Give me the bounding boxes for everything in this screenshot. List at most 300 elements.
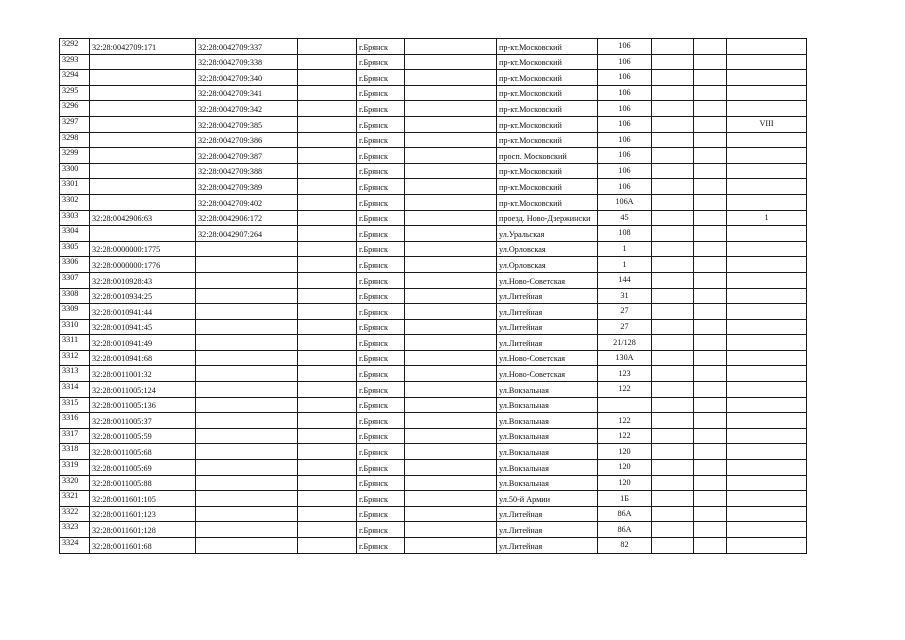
empty-cell (652, 335, 694, 351)
empty-cell (405, 335, 497, 351)
empty-cell (405, 54, 497, 70)
object-cadastral-cell (196, 444, 298, 460)
row-number-cell: 3300 (60, 163, 90, 179)
empty-cell (405, 70, 497, 86)
object-cadastral-cell: 32:28:0042907:264 (196, 226, 298, 242)
empty-cell (298, 257, 357, 273)
city-cell: г.Брянск (357, 39, 405, 55)
row-number-cell: 3308 (60, 288, 90, 304)
house-number-cell: 1 (598, 241, 652, 257)
table-row (60, 366, 807, 382)
cadastral-number-cell: 32:28:0010928:43 (90, 272, 196, 288)
empty-cell (298, 210, 357, 226)
premises-number-cell (727, 428, 807, 444)
empty-cell (694, 132, 727, 148)
premises-number-cell (727, 350, 807, 366)
table-row (60, 179, 807, 195)
empty-cell (298, 288, 357, 304)
cadastral-number-cell: 32:28:0011005:136 (90, 397, 196, 413)
row-number-cell: 3302 (60, 194, 90, 210)
table-row (60, 382, 807, 398)
row-number-cell: 3298 (60, 132, 90, 148)
empty-cell (298, 116, 357, 132)
empty-cell (298, 522, 357, 538)
premises-number-cell (727, 39, 807, 55)
street-cell: пр-кт.Московский (497, 116, 598, 132)
house-number-cell: 106 (598, 179, 652, 195)
empty-cell (298, 397, 357, 413)
cadastral-number-cell (90, 116, 196, 132)
city-cell: г.Брянск (357, 460, 405, 476)
row-number-cell: 3324 (60, 538, 90, 554)
city-cell: г.Брянск (357, 335, 405, 351)
cadastral-number-cell: 32:28:0011005:69 (90, 460, 196, 476)
empty-cell (298, 319, 357, 335)
street-cell: ул.Литейная (497, 506, 598, 522)
object-cadastral-cell (196, 382, 298, 398)
premises-number-cell (727, 241, 807, 257)
empty-cell (694, 350, 727, 366)
table-row (60, 335, 807, 351)
empty-cell (694, 257, 727, 273)
object-cadastral-cell (196, 366, 298, 382)
object-cadastral-cell (196, 428, 298, 444)
empty-cell (694, 272, 727, 288)
empty-cell (298, 132, 357, 148)
house-number-cell: 106 (598, 132, 652, 148)
object-cadastral-cell (196, 538, 298, 554)
city-cell: г.Брянск (357, 366, 405, 382)
table-row (60, 54, 807, 70)
empty-cell (694, 194, 727, 210)
street-cell: ул.Вокзальная (497, 397, 598, 413)
house-number-cell: 106 (598, 70, 652, 86)
house-number-cell: 120 (598, 475, 652, 491)
house-number-cell: 122 (598, 428, 652, 444)
empty-cell (652, 506, 694, 522)
city-cell: г.Брянск (357, 506, 405, 522)
cadastral-number-cell: 32:28:0000000:1776 (90, 257, 196, 273)
cadastral-number-cell (90, 179, 196, 195)
empty-cell (652, 241, 694, 257)
premises-number-cell (727, 257, 807, 273)
empty-cell (405, 210, 497, 226)
empty-cell (405, 319, 497, 335)
premises-number-cell (727, 475, 807, 491)
city-cell: г.Брянск (357, 194, 405, 210)
empty-cell (652, 382, 694, 398)
premises-number-cell (727, 366, 807, 382)
empty-cell (694, 444, 727, 460)
empty-cell (298, 413, 357, 429)
table-row (60, 241, 807, 257)
empty-cell (694, 335, 727, 351)
empty-cell (694, 39, 727, 55)
street-cell: ул.Вокзальная (497, 428, 598, 444)
cadastral-number-cell (90, 101, 196, 117)
table-row (60, 288, 807, 304)
house-number-cell: 122 (598, 382, 652, 398)
house-number-cell: 106А (598, 194, 652, 210)
empty-cell (405, 366, 497, 382)
empty-cell (298, 179, 357, 195)
empty-cell (405, 397, 497, 413)
empty-cell (298, 241, 357, 257)
empty-cell (298, 460, 357, 476)
city-cell: г.Брянск (357, 538, 405, 554)
row-number-cell: 3301 (60, 179, 90, 195)
register-table-body (60, 39, 807, 554)
street-cell: ул.Ново-Советская (497, 350, 598, 366)
city-cell: г.Брянск (357, 257, 405, 273)
street-cell: ул.Литейная (497, 538, 598, 554)
cadastral-number-cell (90, 148, 196, 164)
house-number-cell: 120 (598, 460, 652, 476)
row-number-cell: 3311 (60, 335, 90, 351)
empty-cell (652, 194, 694, 210)
empty-cell (298, 194, 357, 210)
street-cell: проезд. Ново-Дзержински (497, 210, 598, 226)
table-row (60, 257, 807, 273)
table-row (60, 194, 807, 210)
empty-cell (298, 491, 357, 507)
table-row (60, 132, 807, 148)
city-cell: г.Брянск (357, 350, 405, 366)
empty-cell (405, 272, 497, 288)
empty-cell (298, 148, 357, 164)
empty-cell (298, 85, 357, 101)
object-cadastral-cell (196, 319, 298, 335)
street-cell: ул.Орловская (497, 257, 598, 273)
empty-cell (652, 54, 694, 70)
table-row (60, 538, 807, 554)
city-cell: г.Брянск (357, 85, 405, 101)
table-row (60, 491, 807, 507)
row-number-cell: 3314 (60, 382, 90, 398)
object-cadastral-cell: 32:28:0042906:172 (196, 210, 298, 226)
cadastral-number-cell: 32:28:0010941:49 (90, 335, 196, 351)
premises-number-cell (727, 85, 807, 101)
empty-cell (652, 428, 694, 444)
table-row (60, 272, 807, 288)
table-row (60, 163, 807, 179)
street-cell: ул.Уральская (497, 226, 598, 242)
empty-cell (405, 132, 497, 148)
empty-cell (405, 85, 497, 101)
city-cell: г.Брянск (357, 101, 405, 117)
row-number-cell: 3299 (60, 148, 90, 164)
cadastral-number-cell: 32:28:0011005:37 (90, 413, 196, 429)
empty-cell (298, 70, 357, 86)
premises-number-cell (727, 522, 807, 538)
empty-cell (694, 163, 727, 179)
cadastral-number-cell: 32:28:0011005:68 (90, 444, 196, 460)
empty-cell (405, 194, 497, 210)
object-cadastral-cell: 32:28:0042709:402 (196, 194, 298, 210)
row-number-cell: 3312 (60, 350, 90, 366)
city-cell: г.Брянск (357, 210, 405, 226)
object-cadastral-cell (196, 350, 298, 366)
house-number-cell: 82 (598, 538, 652, 554)
city-cell: г.Брянск (357, 132, 405, 148)
empty-cell (652, 350, 694, 366)
cadastral-number-cell: 32:28:0011601:123 (90, 506, 196, 522)
register-page (59, 38, 807, 554)
row-number-cell: 3296 (60, 101, 90, 117)
empty-cell (298, 382, 357, 398)
premises-number-cell (727, 460, 807, 476)
empty-cell (652, 210, 694, 226)
row-number-cell: 3304 (60, 226, 90, 242)
empty-cell (405, 460, 497, 476)
city-cell: г.Брянск (357, 413, 405, 429)
empty-cell (405, 382, 497, 398)
empty-cell (298, 506, 357, 522)
street-cell: ул.Вокзальная (497, 413, 598, 429)
premises-number-cell (727, 288, 807, 304)
object-cadastral-cell: 32:28:0042709:389 (196, 179, 298, 195)
object-cadastral-cell (196, 304, 298, 320)
house-number-cell: 1Б (598, 491, 652, 507)
empty-cell (652, 163, 694, 179)
city-cell: г.Брянск (357, 163, 405, 179)
object-cadastral-cell (196, 272, 298, 288)
object-cadastral-cell: 32:28:0042709:341 (196, 85, 298, 101)
city-cell: г.Брянск (357, 304, 405, 320)
empty-cell (694, 210, 727, 226)
city-cell: г.Брянск (357, 226, 405, 242)
empty-cell (298, 272, 357, 288)
empty-cell (298, 226, 357, 242)
empty-cell (694, 304, 727, 320)
empty-cell (405, 522, 497, 538)
empty-cell (694, 179, 727, 195)
street-cell: пр-кт.Московский (497, 194, 598, 210)
empty-cell (652, 85, 694, 101)
object-cadastral-cell (196, 491, 298, 507)
cadastral-number-cell: 32:28:0000000:1775 (90, 241, 196, 257)
empty-cell (652, 116, 694, 132)
table-row (60, 39, 807, 55)
premises-number-cell (727, 132, 807, 148)
house-number-cell: 123 (598, 366, 652, 382)
street-cell: ул.Ново-Советская (497, 366, 598, 382)
empty-cell (405, 475, 497, 491)
object-cadastral-cell: 32:28:0042709:337 (196, 39, 298, 55)
table-row (60, 70, 807, 86)
table-row (60, 101, 807, 117)
street-cell: ул.Литейная (497, 288, 598, 304)
street-cell: пр-кт.Московский (497, 101, 598, 117)
house-number-cell: 86А (598, 522, 652, 538)
premises-number-cell: 1 (727, 210, 807, 226)
table-row (60, 304, 807, 320)
house-number-cell: 1 (598, 257, 652, 273)
street-cell: пр-кт.Московский (497, 179, 598, 195)
house-number-cell: 106 (598, 39, 652, 55)
empty-cell (405, 226, 497, 242)
street-cell: пр-кт.Московский (497, 85, 598, 101)
premises-number-cell (727, 272, 807, 288)
empty-cell (405, 506, 497, 522)
house-number-cell: 130А (598, 350, 652, 366)
cadastral-number-cell: 32:28:0011601:68 (90, 538, 196, 554)
empty-cell (652, 444, 694, 460)
empty-cell (652, 148, 694, 164)
empty-cell (405, 179, 497, 195)
house-number-cell: 122 (598, 413, 652, 429)
empty-cell (652, 132, 694, 148)
empty-cell (652, 522, 694, 538)
table-row (60, 148, 807, 164)
row-number-cell: 3293 (60, 54, 90, 70)
empty-cell (694, 116, 727, 132)
empty-cell (694, 475, 727, 491)
empty-cell (652, 413, 694, 429)
street-cell: ул.Литейная (497, 335, 598, 351)
empty-cell (405, 39, 497, 55)
object-cadastral-cell (196, 288, 298, 304)
house-number-cell: 31 (598, 288, 652, 304)
empty-cell (652, 272, 694, 288)
object-cadastral-cell (196, 257, 298, 273)
premises-number-cell (727, 506, 807, 522)
cadastral-number-cell: 32:28:0011601:105 (90, 491, 196, 507)
empty-cell (694, 506, 727, 522)
empty-cell (694, 413, 727, 429)
object-cadastral-cell: 32:28:0042709:342 (196, 101, 298, 117)
row-number-cell: 3317 (60, 428, 90, 444)
city-cell: г.Брянск (357, 241, 405, 257)
row-number-cell: 3292 (60, 39, 90, 55)
city-cell: г.Брянск (357, 148, 405, 164)
row-number-cell: 3307 (60, 272, 90, 288)
city-cell: г.Брянск (357, 491, 405, 507)
empty-cell (694, 226, 727, 242)
row-number-cell: 3323 (60, 522, 90, 538)
city-cell: г.Брянск (357, 288, 405, 304)
empty-cell (298, 350, 357, 366)
premises-number-cell (727, 194, 807, 210)
row-number-cell: 3318 (60, 444, 90, 460)
empty-cell (652, 319, 694, 335)
empty-cell (694, 428, 727, 444)
premises-number-cell (727, 538, 807, 554)
empty-cell (652, 304, 694, 320)
object-cadastral-cell (196, 460, 298, 476)
row-number-cell: 3297 (60, 116, 90, 132)
cadastral-number-cell: 32:28:0042906:63 (90, 210, 196, 226)
city-cell: г.Брянск (357, 397, 405, 413)
row-number-cell: 3303 (60, 210, 90, 226)
empty-cell (694, 319, 727, 335)
street-cell: ул.50-й Армии (497, 491, 598, 507)
house-number-cell: 106 (598, 116, 652, 132)
empty-cell (652, 101, 694, 117)
empty-cell (405, 101, 497, 117)
house-number-cell: 120 (598, 444, 652, 460)
house-number-cell: 106 (598, 101, 652, 117)
empty-cell (652, 491, 694, 507)
row-number-cell: 3306 (60, 257, 90, 273)
object-cadastral-cell (196, 522, 298, 538)
empty-cell (694, 70, 727, 86)
empty-cell (652, 366, 694, 382)
premises-number-cell (727, 413, 807, 429)
cadastral-number-cell (90, 85, 196, 101)
street-cell: ул.Орловская (497, 241, 598, 257)
house-number-cell: 106 (598, 148, 652, 164)
empty-cell (652, 179, 694, 195)
empty-cell (694, 54, 727, 70)
empty-cell (298, 101, 357, 117)
empty-cell (694, 366, 727, 382)
city-cell: г.Брянск (357, 319, 405, 335)
premises-number-cell (727, 54, 807, 70)
empty-cell (694, 397, 727, 413)
city-cell: г.Брянск (357, 54, 405, 70)
table-row (60, 210, 807, 226)
empty-cell (298, 366, 357, 382)
object-cadastral-cell: 32:28:0042709:338 (196, 54, 298, 70)
table-row (60, 506, 807, 522)
empty-cell (405, 288, 497, 304)
table-row (60, 350, 807, 366)
table-row (60, 475, 807, 491)
street-cell: пр-кт.Московский (497, 163, 598, 179)
street-cell: ул.Литейная (497, 319, 598, 335)
empty-cell (694, 288, 727, 304)
premises-number-cell (727, 335, 807, 351)
house-number-cell (598, 397, 652, 413)
empty-cell (694, 522, 727, 538)
cadastral-number-cell: 32:28:0010941:44 (90, 304, 196, 320)
city-cell: г.Брянск (357, 428, 405, 444)
object-cadastral-cell (196, 241, 298, 257)
empty-cell (405, 257, 497, 273)
table-row (60, 319, 807, 335)
empty-cell (652, 460, 694, 476)
object-cadastral-cell: 32:28:0042709:386 (196, 132, 298, 148)
cadastral-number-cell: 32:28:0011005:124 (90, 382, 196, 398)
empty-cell (405, 241, 497, 257)
city-cell: г.Брянск (357, 444, 405, 460)
city-cell: г.Брянск (357, 475, 405, 491)
cadastral-number-cell: 32:28:0011005:59 (90, 428, 196, 444)
empty-cell (405, 538, 497, 554)
house-number-cell: 27 (598, 319, 652, 335)
empty-cell (652, 257, 694, 273)
object-cadastral-cell (196, 413, 298, 429)
table-row (60, 413, 807, 429)
street-cell: ул.Вокзальная (497, 475, 598, 491)
empty-cell (405, 491, 497, 507)
city-cell: г.Брянск (357, 116, 405, 132)
object-cadastral-cell (196, 335, 298, 351)
table-row (60, 85, 807, 101)
empty-cell (298, 304, 357, 320)
row-number-cell: 3316 (60, 413, 90, 429)
empty-cell (405, 428, 497, 444)
table-row (60, 522, 807, 538)
premises-number-cell (727, 70, 807, 86)
cadastral-number-cell (90, 194, 196, 210)
table-row (60, 226, 807, 242)
city-cell: г.Брянск (357, 382, 405, 398)
empty-cell (694, 382, 727, 398)
street-cell: ул.Вокзальная (497, 444, 598, 460)
street-cell: ул.Вокзальная (497, 460, 598, 476)
